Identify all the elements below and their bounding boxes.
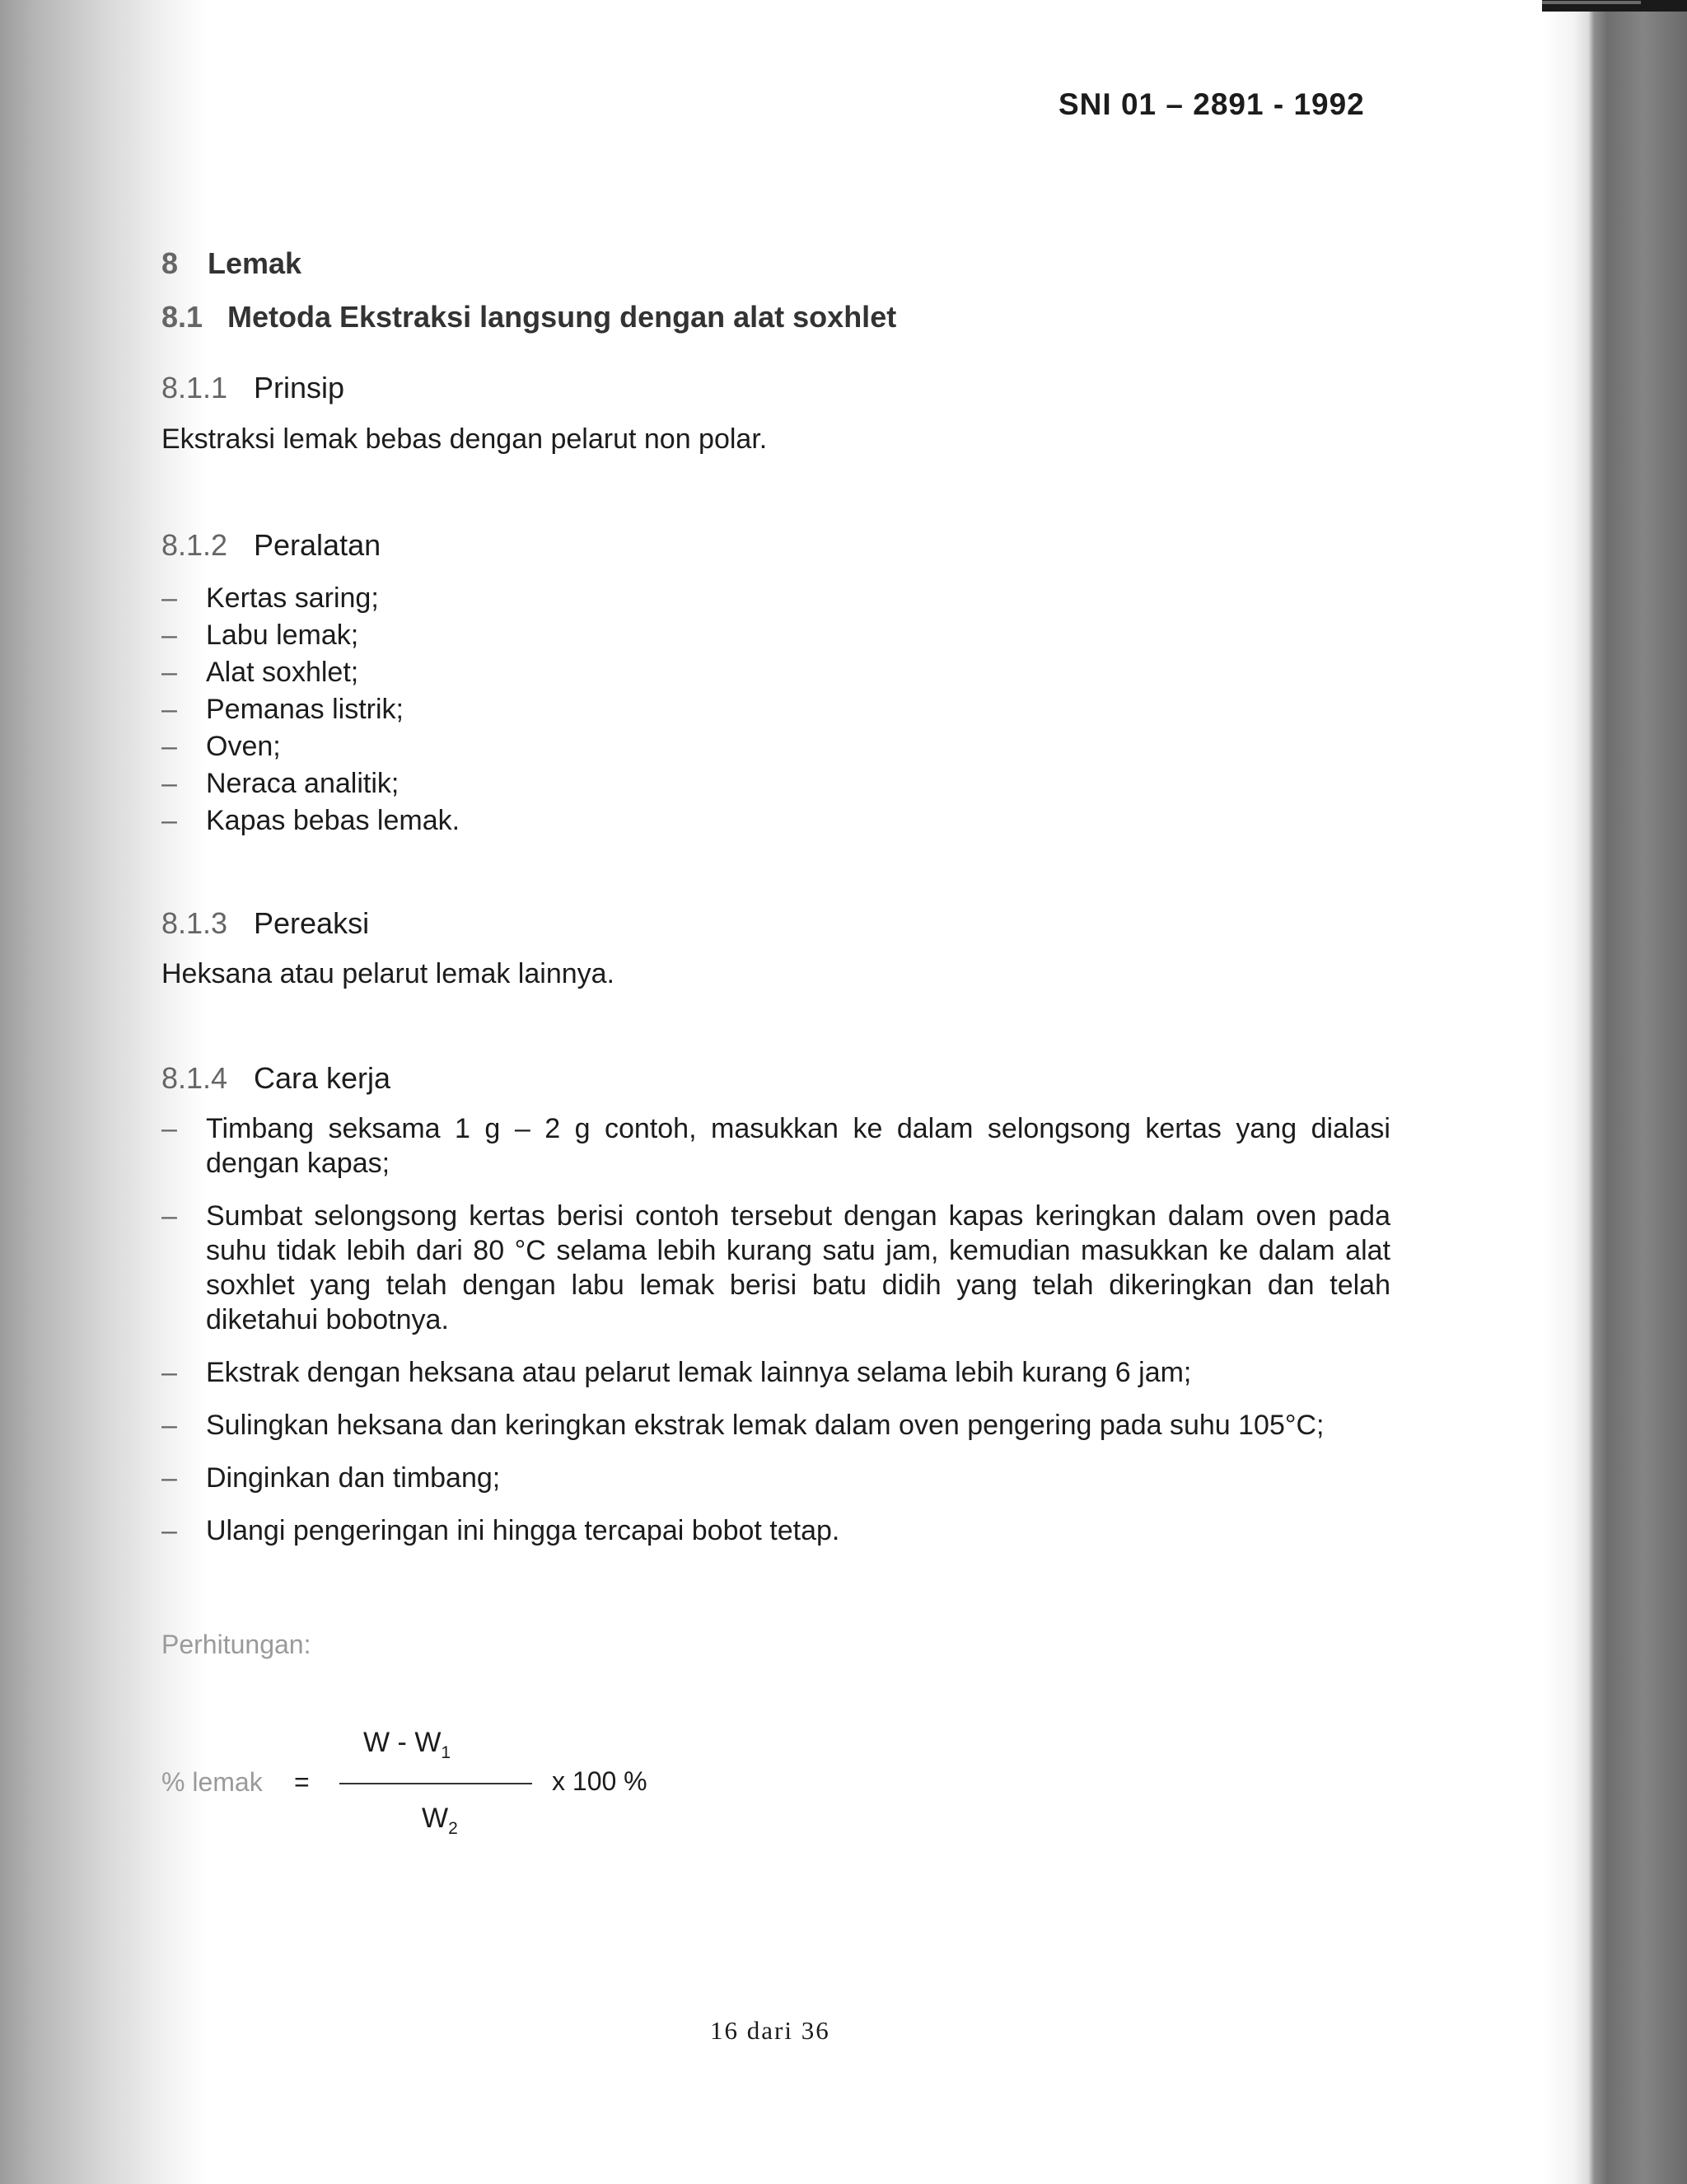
list-item: – Timbang seksama 1 g – 2 g contoh, masukkan ke dalam selongsong kertas yang dialasi dengan kapas; [161, 1111, 1390, 1181]
principle-text: Ekstraksi lemak bebas dengan pelarut non polar. [161, 423, 768, 455]
list-item: – Ekstrak dengan heksana atau pelarut lemak lainnya selama lebih kurang 6 jam; [161, 1355, 1390, 1390]
principle-title: Prinsip [254, 371, 345, 405]
section-heading [161, 246, 301, 281]
formula-equals: = [294, 1767, 310, 1797]
equipment-title: Peralatan [254, 528, 381, 562]
procedure-steps [161, 1111, 1390, 1566]
list-item: – Kertas saring; [161, 580, 460, 617]
principle-heading [161, 371, 344, 405]
subsection-heading [161, 300, 896, 334]
formula-denominator: $W_2$ [422, 1803, 458, 1838]
principle-number: 8.1.1 [161, 371, 228, 405]
document-code: SNI 01 – 2891 - 1992 [1058, 87, 1365, 121]
list-item: – Ulangi pengeringan ini hingga tercapai bobot tetap. [161, 1513, 1390, 1548]
reagents-number: 8.1.3 [161, 906, 228, 940]
procedure-number: 8.1.4 [161, 1061, 228, 1095]
subsection-number: 8.1 [161, 300, 203, 334]
list-item: – Sumbat selongsong kertas berisi contoh tersebut dengan kapas keringkan dalam oven pada suhu tidak lebih dari 80 °C selama lebih kurang satu jam, kemudian masukkan ke dalam alat soxhlet yang telah dengan labu lemak berisi batu didih yang telah dikeringkan dan telah diketahui bobotnya. [161, 1199, 1390, 1337]
list-item: – Sulingkan heksana dan keringkan ekstrak lemak dalam oven pengering pada suhu 105°C; [161, 1408, 1390, 1443]
formula-lhs: % lemak [161, 1767, 263, 1797]
procedure-heading [161, 1061, 390, 1096]
list-item: – Neraca analitik; [161, 765, 460, 802]
list-item: – Dinginkan dan timbang; [161, 1461, 1390, 1495]
list-item: – Labu lemak; [161, 617, 460, 654]
section-number: 8 [161, 246, 179, 280]
reagents-text: Heksana atau pelarut lemak lainnya. [161, 958, 615, 989]
section-title: Lemak [208, 246, 302, 280]
formula-numerator: W - $W_1$ [363, 1727, 451, 1762]
list-item: – Alat soxhlet; [161, 654, 460, 691]
equipment-list [161, 580, 460, 839]
fraction-bar [339, 1783, 532, 1784]
scan-right-edge [1542, 0, 1687, 2184]
equipment-number: 8.1.2 [161, 528, 228, 562]
reagents-title: Pereaksi [254, 906, 370, 940]
list-item: – Pemanas listrik; [161, 691, 460, 728]
procedure-title: Cara kerja [254, 1061, 391, 1095]
reagents-heading [161, 906, 369, 941]
equipment-heading [161, 528, 381, 563]
page-number: 16 dari 36 [710, 2016, 830, 2045]
calculation-label: Perhitungan: [161, 1630, 311, 1659]
list-item: – Kapas bebas lemak. [161, 802, 460, 839]
subsection-title: Metoda Ekstraksi langsung dengan alat soxhlet [227, 300, 897, 334]
list-item: – Oven; [161, 728, 460, 765]
formula-multiplier: x 100 % [552, 1766, 647, 1796]
